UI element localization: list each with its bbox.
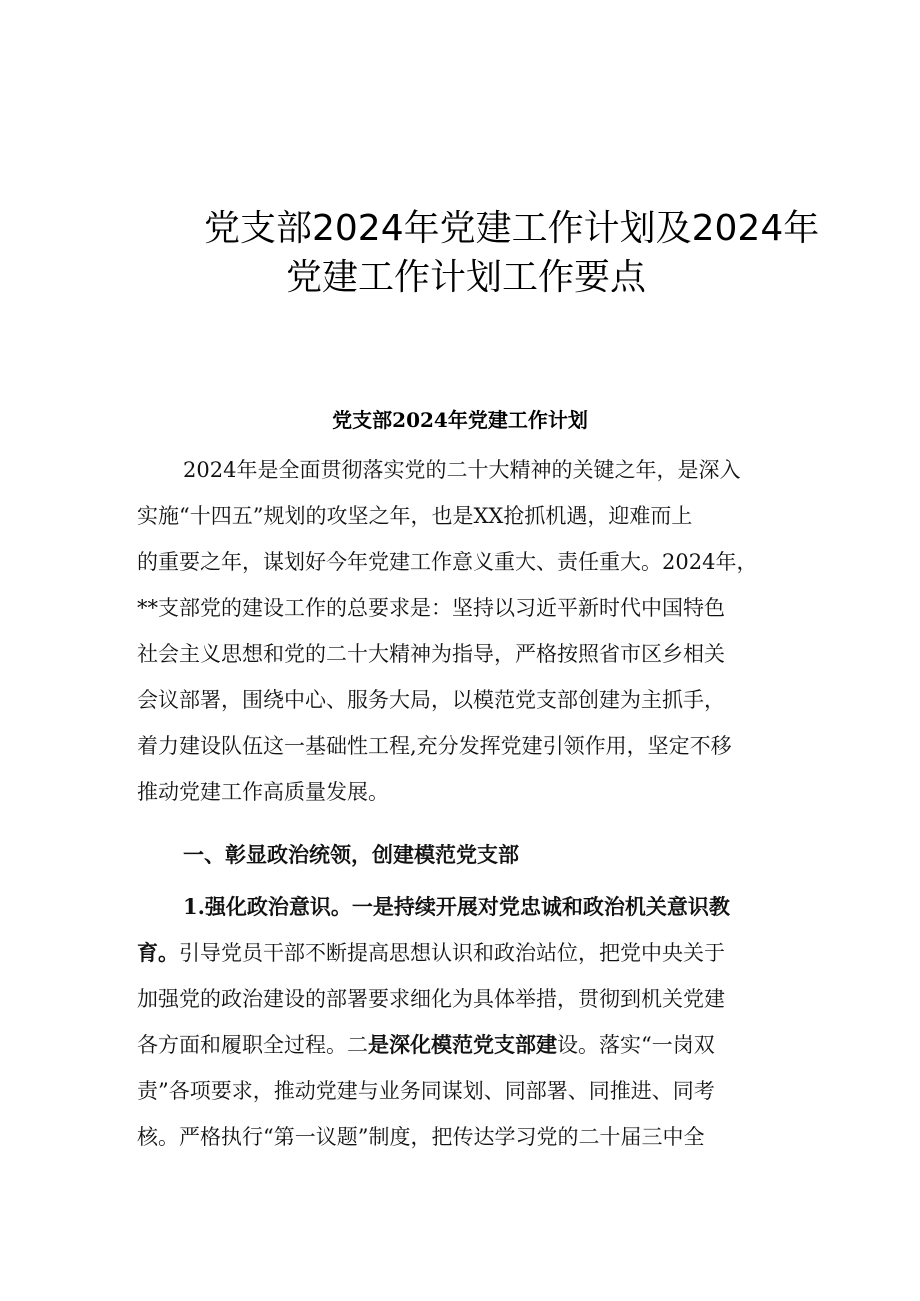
- document-title-line-2: 党建工作计划工作要点: [286, 257, 647, 298]
- item-1-line: 核。严格执行“第一议题”制度，把传达学习党的二十届三中全: [137, 1125, 705, 1149]
- paragraph-line: 实施“十四五”规划的攻坚之年，也是XX抢抓机遇，迎难而上: [137, 504, 693, 528]
- paragraph-line: 社会主义思想和党的二十大精神为指导，严格按照省市区乡相关: [137, 642, 725, 666]
- paragraph-line: 会议部署，围绕中心、服务大局，以模范党支部创建为主抓手，: [137, 688, 725, 712]
- intro-paragraph: [137, 447, 797, 815]
- paragraph-line: 推动党建工作高质量发展。: [137, 780, 389, 804]
- bold-run: 育。: [137, 940, 179, 965]
- item-1-line: 1.强化政治意识。一是持续开展对党忠诚和政治机关意识教: [183, 894, 730, 919]
- paragraph-line: 2024年是全面贯彻落实党的二十大精神的关键之年，是深入: [183, 458, 741, 482]
- item-1-line: 加强党的政治建设的部署要求细化为具体举措，贯彻到机关党建: [137, 987, 725, 1011]
- bold-run: 是深化模范党支部建: [368, 1032, 557, 1057]
- item-1-paragraph: [137, 884, 797, 1160]
- text-run: 引导党员干部不断提高思想认识和政治站位，把党中央关于: [179, 941, 725, 965]
- paragraph-line: **支部党的建设工作的总要求是：坚持以习近平新时代中国特色: [137, 596, 725, 620]
- paragraph-line: 的重要之年，谋划好今年党建工作意义重大、责任重大。2024年，: [137, 550, 758, 574]
- part-1-heading: 一、彰显政治统领，创建模范党支部: [183, 842, 519, 867]
- item-1-line: 责”各项要求，推动党建与业务同谋划、同部署、同推进、同考: [137, 1079, 715, 1103]
- item-1-line: [137, 930, 797, 976]
- paragraph-line: 着力建设队伍这一基础性工程,充分发挥党建引领作用，坚定不移: [137, 734, 732, 758]
- item-1-line: [137, 1022, 797, 1068]
- text-run: 设。落实“一岗双: [557, 1033, 715, 1057]
- document-title-line-1: 党支部2024年党建工作计划及2024年: [204, 208, 820, 249]
- section-heading: 党支部2024年党建工作计划: [332, 408, 588, 432]
- part-1-heading-block: [137, 832, 797, 878]
- text-run: 各方面和履职全过程。二: [137, 1033, 368, 1057]
